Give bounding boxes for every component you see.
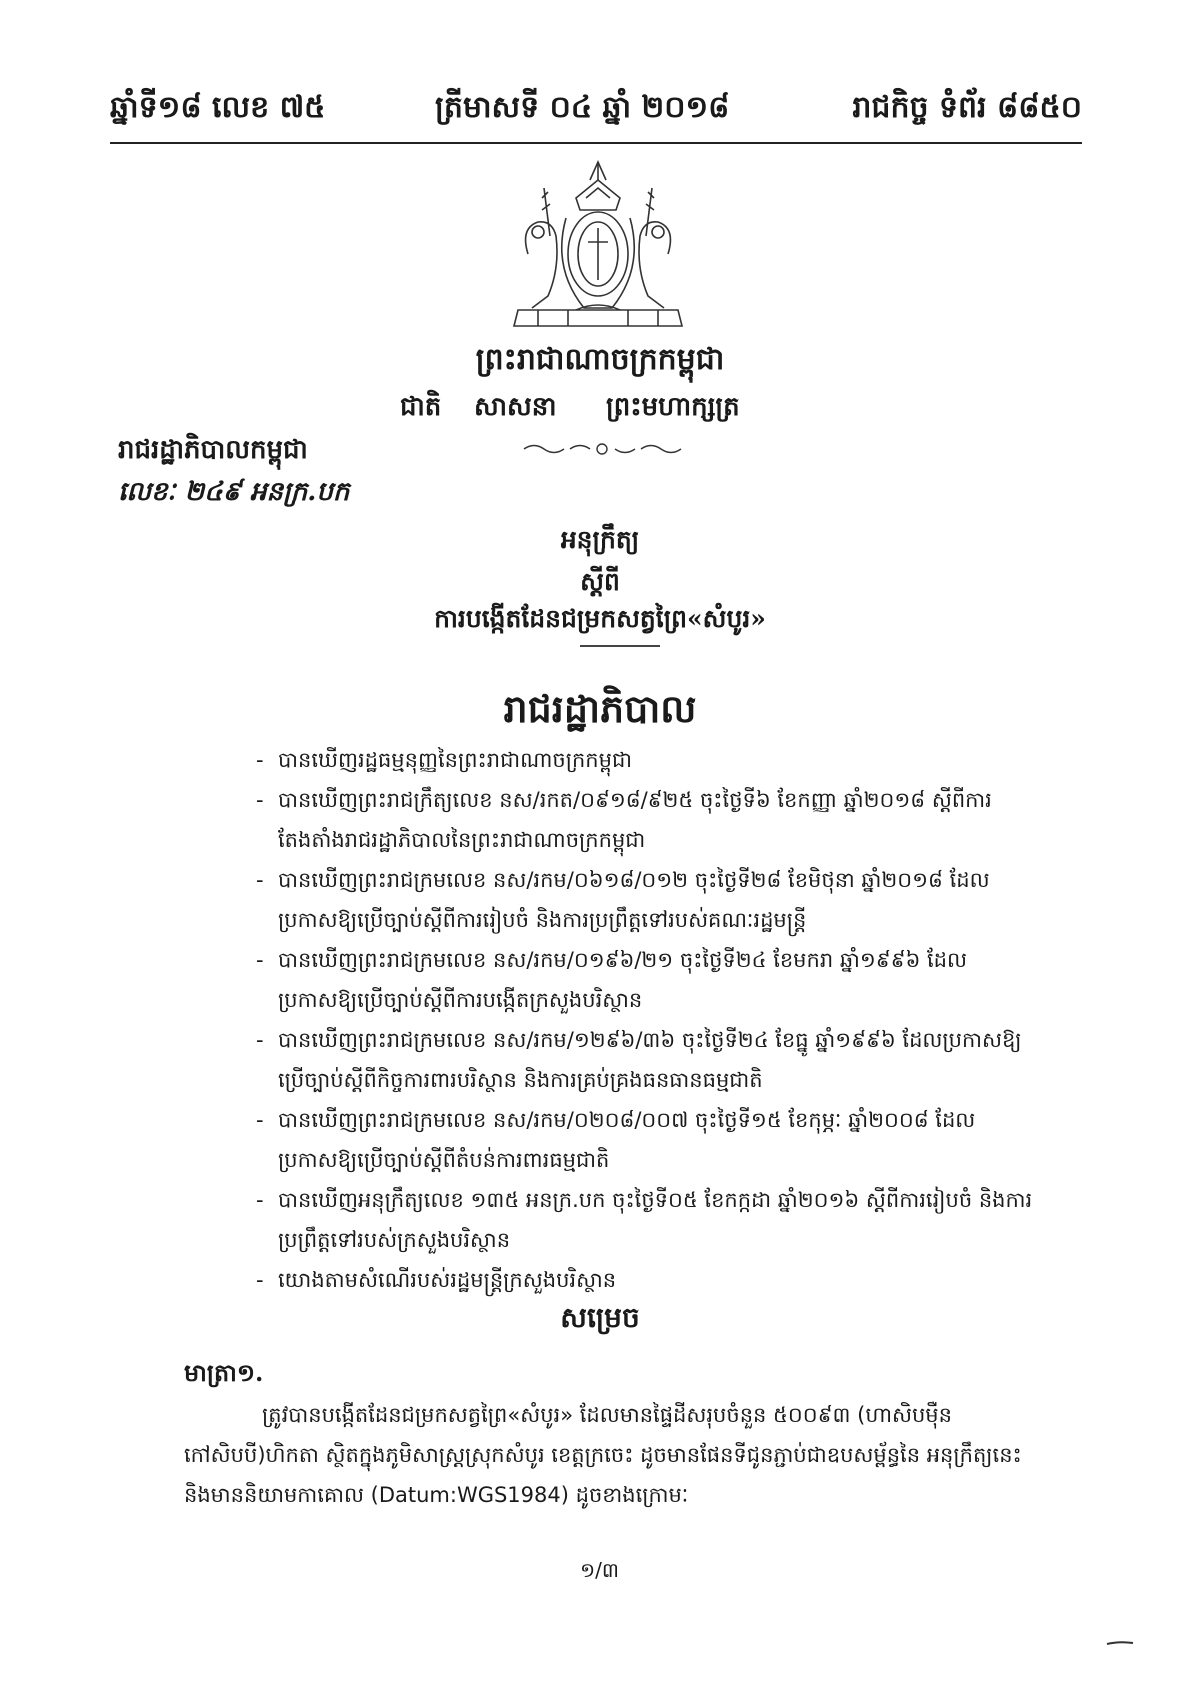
gazette-year-issue: ឆ្នាំទី១៨ លេខ ៧៥ — [110, 90, 326, 125]
article-body: ត្រូវបានបង្កើតដែនជម្រកសត្វព្រៃ«សំបូរ» ដែលមានផ្ទៃដីសរុបចំនួន ៥០០៩៣ (ហាសិបម៉ឺន កៅសិបបី)ហិកតា ស្ថិតក្នុងភូមិសាស្ត្រស្រុកសំបូរ ខេត្តក្រចេះ ដូចមានផែនទីជូនភ្ជាប់ជាឧបសម្ព័ន្ធនៃ អនុក្រឹត្យនេះ និងមាននិយាមកាគោល (Datum:WGS1984) ដូចខាងក្រោមៈ — [184, 1403, 1022, 1507]
decision-heading: សម្រេច — [560, 1301, 640, 1334]
motto-religion: សាសនា — [474, 392, 557, 422]
basis-item: - បានឃើញព្រះរាជក្រឹត្យលេខ នស/រកត/០៩១៨/៩២៥ ចុះថ្ងៃទី៦ ខែកញ្ញា ឆ្នាំ២០១៨ ស្តីពីការតែងតាំងរាជរដ្ឋាភិបាលនៃព្រះរាជាណាចក្រកម្ពុជា — [256, 780, 1036, 860]
basis-item: - បានឃើញរដ្ឋធម្មនុញ្ញនៃព្រះរាជាណាចក្រកម្ពុជា — [256, 740, 1036, 780]
gazette-quarter: ត្រីមាសទី ០៤ ឆ្នាំ ២០១៨ — [435, 90, 730, 125]
motto-king: ព្រះមហាក្សត្រ — [606, 392, 740, 422]
stray-mark-icon — [1105, 1640, 1135, 1646]
document-type: អនុក្រឹត្យ — [560, 525, 640, 554]
document-about: ស្តីពី — [580, 567, 620, 596]
government-heading: រាជរដ្ឋាភិបាល — [503, 686, 697, 731]
gazette-header — [110, 88, 1082, 138]
basis-item: - បានឃើញព្រះរាជក្រមលេខ នស/រកម/០៦១៨/០១២ ចុះថ្ងៃទី២៨ ខែមិថុនា ឆ្នាំ២០១៨ ដែលប្រកាសឱ្យប្រើច្បាប់ស្តីពីការរៀបចំ និងការប្រព្រឹត្តទៅរបស់គណៈរដ្ឋមន្ត្រី — [256, 860, 1036, 940]
title-divider — [580, 645, 660, 647]
issuer-number: លេខៈ ២៤៩ អនក្រ.បក — [118, 477, 350, 507]
basis-item: - បានឃើញអនុក្រឹត្យលេខ ១៣៥ អនក្រ.បក ចុះថ្ងៃទី០៥ ខែកក្កដា ឆ្នាំ២០១៦ ស្តីពីការរៀបចំ និងការប្រព្រឹត្តទៅរបស់ក្រសួងបរិស្ថាន — [256, 1180, 1036, 1260]
royal-emblem-icon — [498, 158, 698, 340]
legal-basis-list — [256, 740, 1036, 1300]
basis-item: - បានឃើញព្រះរាជក្រមលេខ នស/រកម/០១៩៦/២១ ចុះថ្ងៃទី២៤ ខែមករា ឆ្នាំ១៩៩៦ ដែលប្រកាសឱ្យប្រើច្បាប់ស្តីពីការបង្កើតក្រសួងបរិស្ថាន — [256, 940, 1036, 1020]
basis-item: - យោងតាមសំណើរបស់រដ្ឋមន្ត្រីក្រសួងបរិស្ថាន — [256, 1260, 1036, 1300]
header-rule — [110, 142, 1082, 144]
basis-item: - បានឃើញព្រះរាជក្រមលេខ នស/រកម/១២៩៦/៣៦ ចុះថ្ងៃទី២៤ ខែធ្នូ ឆ្នាំ១៩៩៦ ដែលប្រកាសឱ្យប្រើច្បាប់ស្តីពីកិច្ចការពារបរិស្ថាន និងការគ្រប់គ្រងធនធានធម្មជាតិ — [256, 1020, 1036, 1100]
document-subject: ការបង្កើតដែនជម្រកសត្វព្រៃ«សំបូរ» — [434, 604, 766, 633]
basis-item: - បានឃើញព្រះរាជក្រមលេខ នស/រកម/០២០៨/០០៧ ចុះថ្ងៃទី១៥ ខែកុម្ភៈ ឆ្នាំ២០០៨ ដែលប្រកាសឱ្យប្រើច្បាប់ស្តីពីតំបន់ការពារធម្មជាតិ — [256, 1100, 1036, 1180]
issuer-name: រាជរដ្ឋាភិបាលកម្ពុជា — [118, 435, 308, 465]
page-number: ១/៣ — [580, 1558, 619, 1582]
motto-nation: ជាតិ — [400, 392, 442, 422]
gazette-page: រាជកិច្ច ទំព័រ ៨៨៥០ — [852, 90, 1082, 125]
kingdom-name: ព្រះរាជាណាចក្រកម្ពុជា — [475, 342, 725, 377]
article-label: មាត្រា១. — [184, 1358, 264, 1387]
ornament-divider-icon — [520, 440, 685, 458]
